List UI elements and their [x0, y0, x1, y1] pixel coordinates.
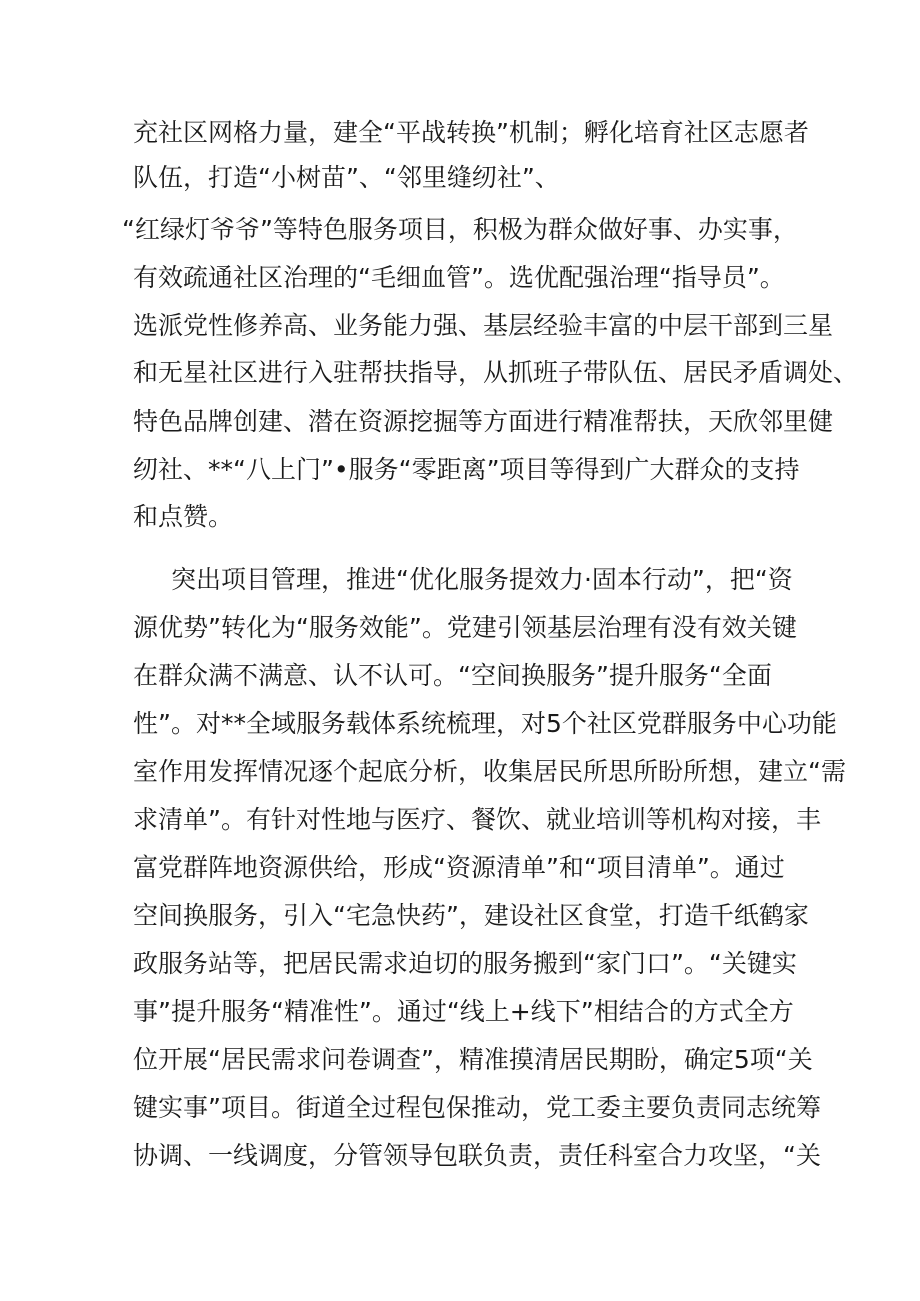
- text-line: 有效疏通社区治理的“毛细血管”。选优配强治理“指导员”。: [133, 263, 785, 292]
- text-line: 室作用发挥情况逐个起底分析，收集居民所思所盼所想，建立“需: [133, 757, 846, 786]
- text-line: 选派党性修养高、业务能力强、基层经验丰富的中层干部到三星: [133, 311, 834, 340]
- text-line: 突出项目管理，推进“优化服务提效力·固本行动”，把“资: [171, 565, 793, 594]
- text-line: 政服务站等，把居民需求迫切的服务搬到“家门口”。“关键实: [133, 949, 797, 978]
- text-line: 键实事”项目。街道全过程包保推动，党工委主要负责同志统筹: [133, 1093, 821, 1122]
- text-line: 在群众满不满意、认不认可。“空间换服务”提升服务“全面: [133, 661, 772, 690]
- text-line: 性”。对**全域服务载体系统梳理，对5个社区党群服务中心功能: [133, 709, 837, 738]
- text-line: 和无星社区进行入驻帮扶指导，从抓班子带队伍、居民矛盾调处、: [133, 358, 859, 387]
- text-line: 富党群阵地资源供给，形成“资源清单”和“项目清单”。通过: [133, 853, 785, 882]
- text-line: 位开展“居民需求问卷调查”，精准摸清居民期盼，确定5项“关: [133, 1045, 813, 1074]
- text-line: 求清单”。有针对性地与医疗、餐饮、就业培训等机构对接，丰: [133, 805, 821, 834]
- text-line: 事”提升服务“精准性”。通过“线上+线下”相结合的方式全方: [133, 997, 794, 1026]
- text-line: 纫社、**“八上门”•服务“零距离”项目等得到广大群众的支持: [133, 455, 800, 484]
- text-line: 协调、一线调度，分管领导包联负责，责任科室合力攻坚，“关: [133, 1141, 821, 1170]
- text-line: “红绿灯爷爷”等特色服务项目，积极为群众做好事、办实事，: [122, 215, 798, 244]
- text-line: 和点赞。: [133, 502, 234, 531]
- text-line: 空间换服务，引入“宅急快药”，建设社区食堂，打造千纸鹤家: [133, 901, 809, 930]
- text-line: 源优势”转化为“服务效能”。党建引领基层治理有没有效关键: [133, 613, 797, 642]
- text-line: 充社区网格力量，建全“平战转换”机制；孵化培育社区志愿者: [133, 118, 809, 147]
- text-line: 特色品牌创建、潜在资源挖掘等方面进行精准帮扶，天欣邻里健: [133, 407, 834, 436]
- text-line: 队伍，打造“小树苗”、“邻里缝纫社”、: [133, 163, 560, 192]
